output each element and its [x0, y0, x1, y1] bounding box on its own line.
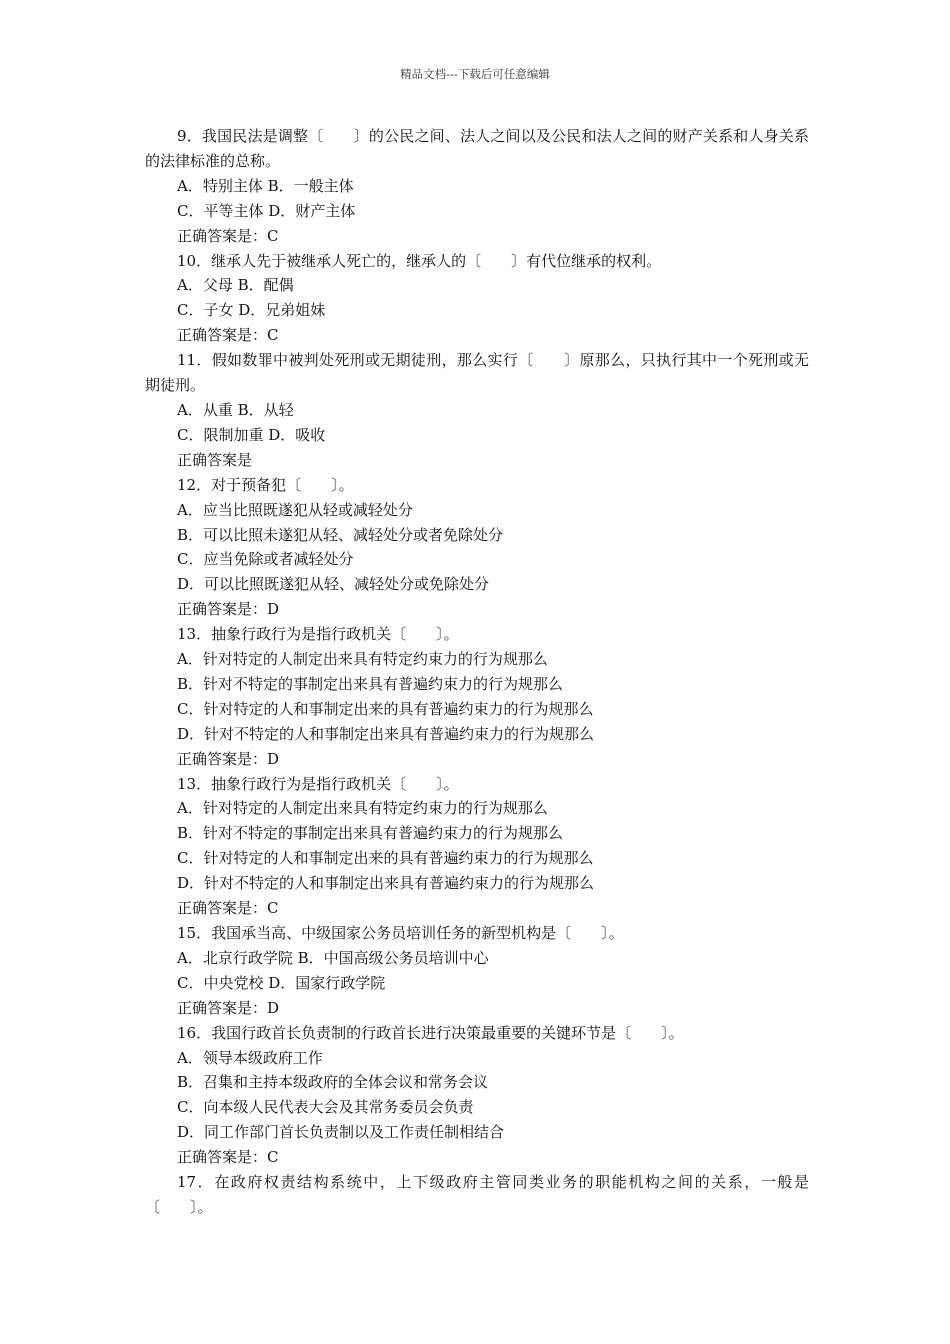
text-line: A．父母 B．配偶 — [177, 276, 294, 295]
text-line: B．可以比照未遂犯从轻、减轻处分或者免除处分 — [177, 525, 504, 544]
text-line: 正确答案是：C — [177, 899, 279, 918]
text-line: 正确答案是：C — [177, 1148, 279, 1167]
text-line: D．针对不特定的人和事制定出来具有普遍约束力的行为规那么 — [177, 724, 595, 743]
text-line: 11．假如数罪中被判处死刑或无期徒刑，那么实行〔 〕原那么，只执行其中一个死刑或无期徒刑。 — [145, 351, 809, 395]
text-line: 15．我国承当高、中级国家公务员培训任务的新型机构是〔 〕。 — [177, 924, 624, 942]
text-line: D．同工作部门首长负责制以及工作责任制相结合 — [177, 1123, 505, 1142]
text-line: C．子女 D．兄弟姐妹 — [177, 301, 326, 320]
text-line: 正确答案是：C — [177, 226, 279, 245]
text-line: 10．继承人先于被继承人死亡的，继承人的〔 〕有代位继承的权利。 — [177, 251, 662, 270]
text-line: B．针对不特定的事制定出来具有普遍约束力的行为规那么 — [177, 674, 564, 693]
text-line: A．针对特定的人制定出来具有特定约束力的行为规那么 — [177, 799, 548, 818]
text-line: C．限制加重 D．吸收 — [177, 425, 326, 444]
text-line: 正确答案是 — [177, 450, 253, 469]
text-line: 12．对于预备犯〔 〕。 — [177, 475, 354, 494]
text-line: D．可以比照既遂犯从轻、减轻处分或免除处分 — [177, 575, 490, 594]
text-line: 16．我国行政首长负责制的行政首长进行决策最重要的关键环节是〔 〕。 — [177, 1023, 684, 1042]
text-line: A．特别主体 B．一般主体 — [177, 176, 354, 195]
text-line: 正确答案是：D — [177, 998, 280, 1017]
document-body — [145, 124, 809, 1220]
text-line: A．领导本级政府工作 — [177, 1048, 323, 1067]
text-line: C．平等主体 D．财产主体 — [177, 201, 356, 220]
page-header: 精品文档---下载后可任意编辑 — [400, 67, 550, 81]
text-line: 9．我国民法是调整〔 〕的公民之间、法人之间以及公民和法人之间的财产关系和人身关系的法律标准的总称。 — [145, 127, 809, 170]
text-line: C．针对特定的人和事制定出来的具有普遍约束力的行为规那么 — [177, 699, 594, 718]
text-line: 13．抽象行政行为是指行政机关〔 〕。 — [177, 625, 459, 644]
text-line: D．针对不特定的人和事制定出来具有普遍约束力的行为规那么 — [177, 874, 595, 893]
text-line: 13．抽象行政行为是指行政机关〔 〕。 — [177, 774, 459, 793]
text-line: A．从重 B．从轻 — [177, 400, 294, 419]
text-line: C．中央党校 D．国家行政学院 — [177, 973, 386, 992]
text-line: 17．在政府权责结构系统中，上下级政府主管同类业务的职能机构之间的关系，一般是〔 〕。 — [145, 1173, 809, 1216]
text-line: C．向本级人民代表大会及其常务委员会负责 — [177, 1098, 474, 1117]
text-line: A．应当比照既遂犯从轻或减轻处分 — [177, 500, 413, 519]
text-line: B．召集和主持本级政府的全体会议和常务会议 — [177, 1073, 489, 1092]
text-line: 正确答案是：D — [177, 600, 280, 619]
text-line: C．应当免除或者减轻处分 — [177, 550, 354, 569]
text-line: A．针对特定的人制定出来具有特定约束力的行为规那么 — [177, 650, 548, 669]
text-line: 正确答案是：C — [177, 326, 279, 345]
text-line: A．北京行政学院 B．中国高级公务员培训中心 — [177, 948, 489, 967]
text-line: C．针对特定的人和事制定出来的具有普遍约束力的行为规那么 — [177, 849, 594, 868]
text-line: B．针对不特定的事制定出来具有普遍约束力的行为规那么 — [177, 824, 564, 843]
text-line: 正确答案是：D — [177, 749, 280, 768]
